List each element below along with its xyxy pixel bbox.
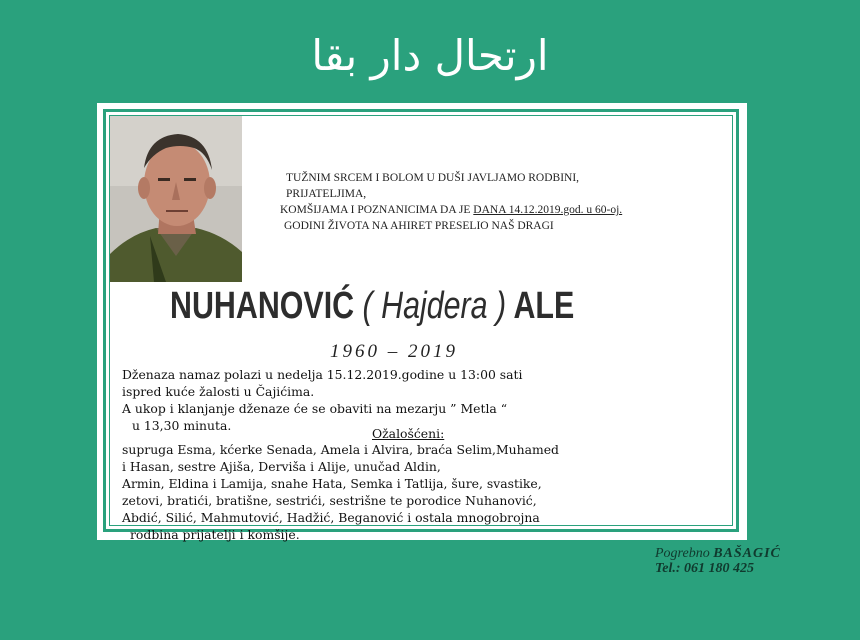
announcement-line-3: A ukop i klanjanje dženaze će se obaviti na mezarju ” Metla “ [122, 401, 508, 416]
intro-line-2-prefix: KOMŠIJAMA I POZNANICIMA DA JE [280, 204, 474, 216]
mourners-list [122, 441, 722, 543]
calligraphy-text: ارتحال دار بقا [311, 31, 549, 80]
mourners-line: i Hasan, sestre Ajiša, Derviša i Alije, unučad Aldin, [122, 459, 441, 474]
announcement [122, 366, 722, 434]
announcement-line-4: u 13,30 minuta. [132, 418, 232, 433]
intro-line-3: GODINI ŽIVOTA NA AHIRET PRESELIO NAŠ DRAGI [284, 220, 554, 232]
portrait-photo [110, 116, 242, 282]
mourners-line: zetovi, bratići, bratišne, sestrići, sestrišne te porodice Nuhanović, [122, 493, 537, 508]
intro-line-1: TUŽNIM SRCEM I BOLOM U DUŠI JAVLJAMO RODBINI, PRIJATELJIMA, [286, 172, 580, 200]
deceased-nickname: ( Hajdera ) [362, 285, 507, 327]
mourners-line: supruga Esma, kćerke Senada, Amela i Alvira, braća Selim,Muhamed [122, 442, 559, 457]
funeral-home-label: Pogrebno [655, 546, 710, 561]
mourners-line: rodbina prijatelji i komšije. [130, 527, 300, 542]
intro-line-2 [280, 202, 640, 218]
life-years: 1960 – 2019 [330, 341, 458, 362]
funeral-home-name: BAŠAGIĆ [713, 546, 781, 561]
deceased-name [170, 285, 602, 328]
portrait-illustration [110, 116, 242, 282]
funeral-home [655, 546, 781, 576]
announcement-line-2: ispred kuće žalosti u Čajićima. [122, 384, 315, 399]
mourners-label: Ožalošćeni: [372, 426, 445, 441]
deceased-surname: NUHANOVIĆ [170, 285, 355, 327]
deceased-given-name: ALE [513, 285, 575, 327]
death-date: DANA 14.12.2019.god. u 60-oj. [473, 204, 623, 216]
mourners-line: Armin, Eldina i Lamija, snahe Hata, Semka i Tatlija, šure, svastike, [122, 476, 542, 491]
intro-text [280, 170, 640, 234]
arabic-calligraphy-icon [300, 18, 560, 90]
funeral-home-phone: Tel.: 061 180 425 [655, 561, 755, 576]
announcement-line-1: Dženaza namaz polazi u nedelja 15.12.2019.godine u 13:00 sati [122, 367, 523, 382]
mourners-line: Abdić, Silić, Mahmutović, Hadžić, Beganović i ostala mnogobrojna [122, 510, 540, 525]
